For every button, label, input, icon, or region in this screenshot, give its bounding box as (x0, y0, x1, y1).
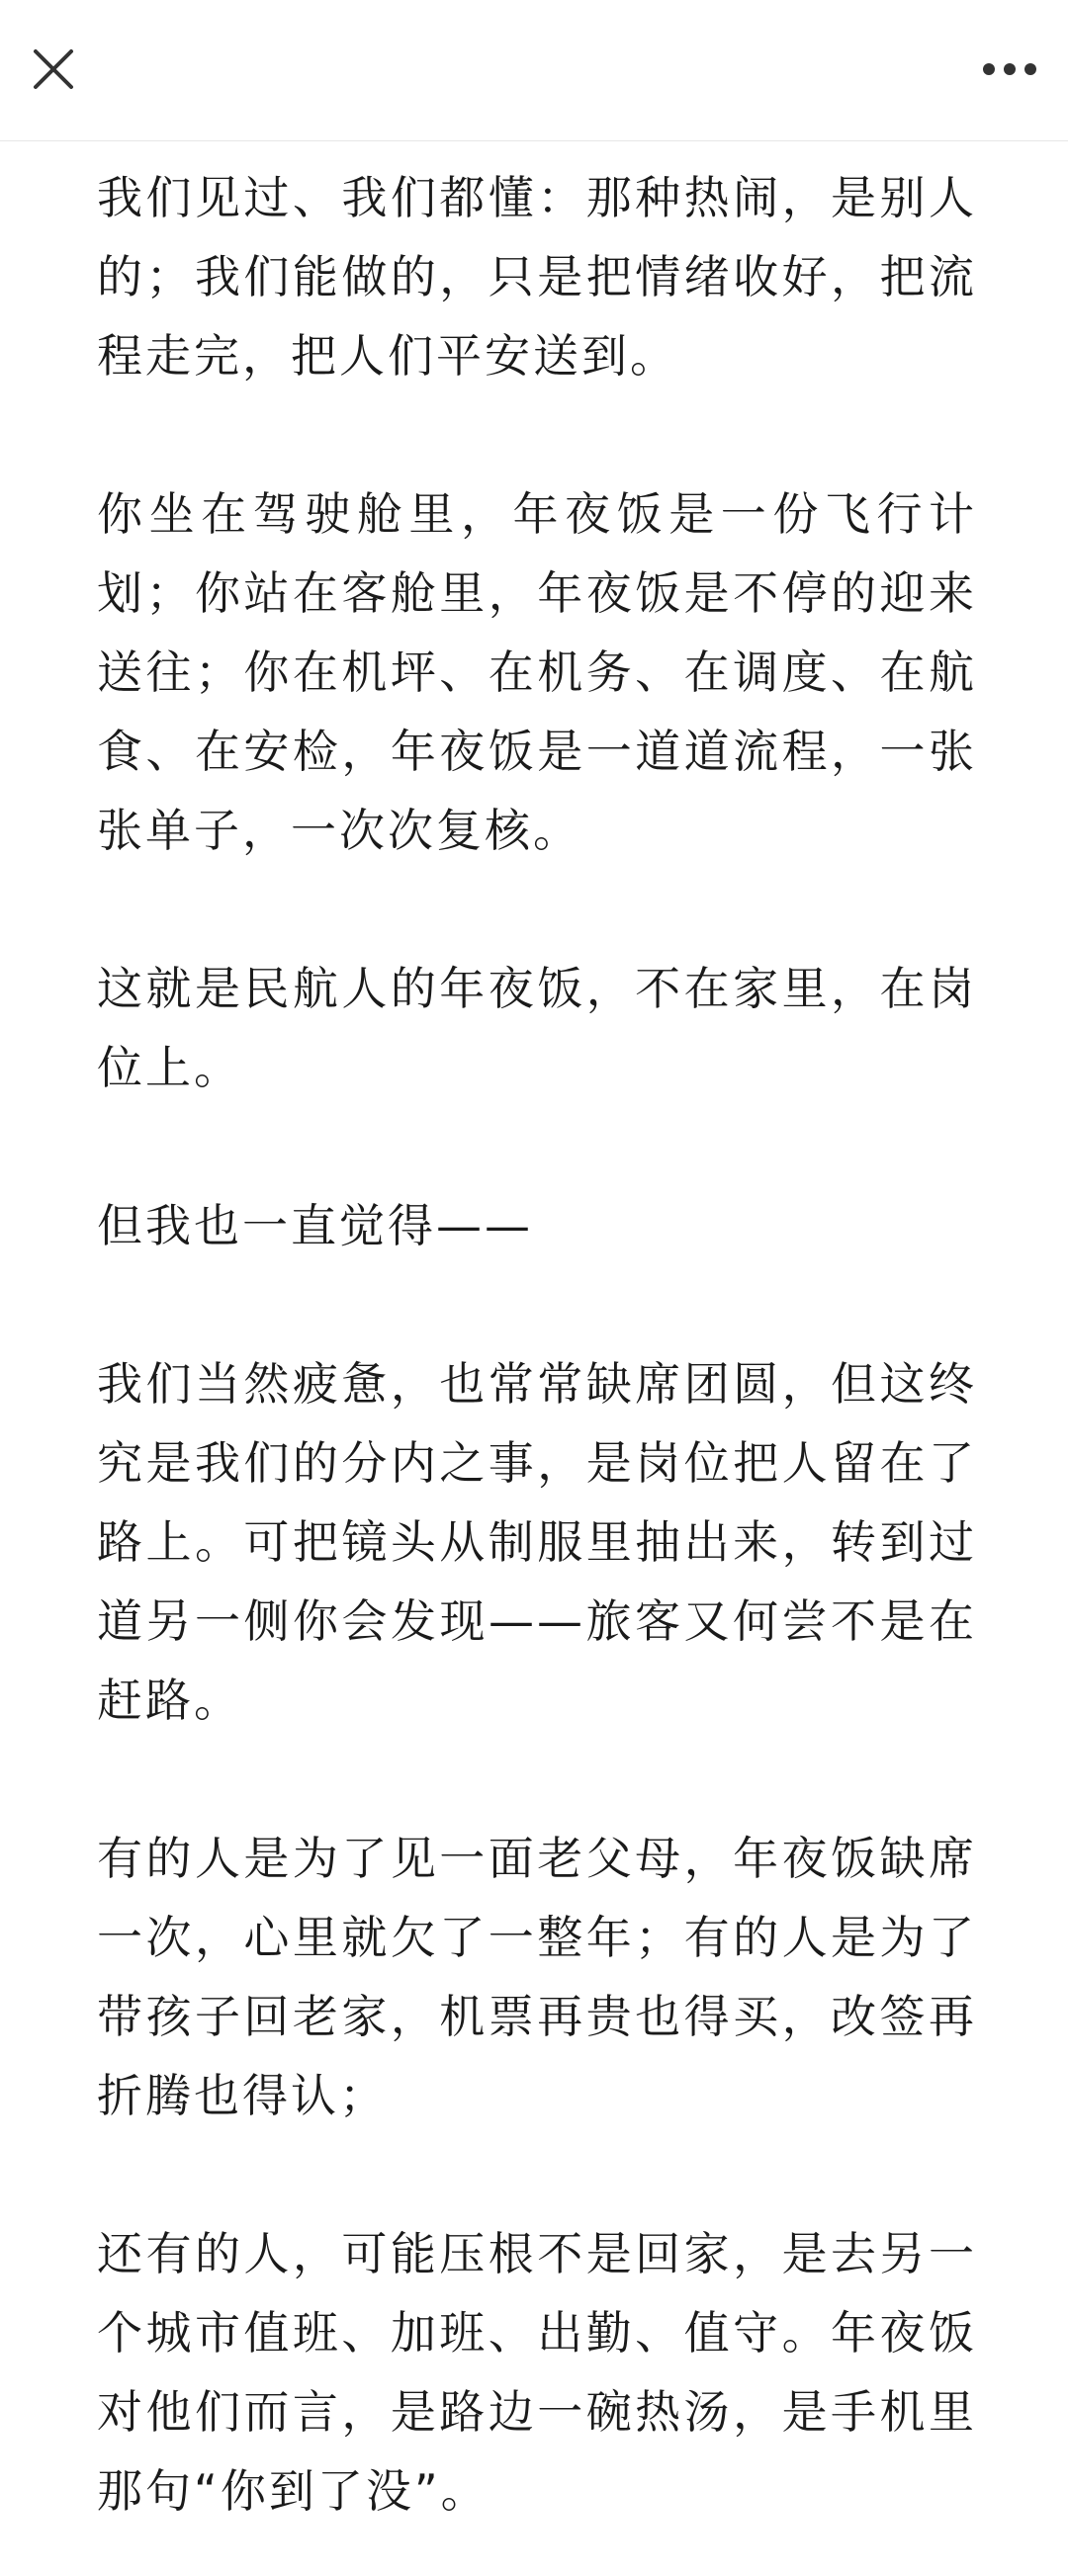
article-paragraph-4: 但我也一直觉得—— (97, 1199, 533, 1252)
article-paragraph-1: 我们见过、我们都懂：那种热闹，是别人的；我们能做的，只是把情绪收好，把流程走完，把人们平安送到。 (97, 171, 977, 383)
close-button[interactable] (24, 40, 83, 99)
article-body (97, 158, 977, 2531)
article-paragraph-7: 还有的人，可能压根不是回家，是去另一个城市值班、加班、出勤、值守。年夜饭对他们而言，是路边一碗热汤，是手机里那句“你到了没”。 (97, 2227, 977, 2518)
close-icon (32, 47, 75, 91)
more-icon (982, 62, 1037, 76)
more-options-button[interactable] (975, 40, 1044, 99)
article-paragraph-6: 有的人是为了见一面老父母，年夜饭缺席一次，心里就欠了一整年；有的人是为了带孩子回老家，机票再贵也得买，改签再折腾也得认； (97, 1832, 977, 2122)
article-paragraph-5: 我们当然疲惫，也常常缺席团圆，但这终究是我们的分内之事，是岗位把人留在了路上。可把镜头从制服里抽出来，转到过道另一侧你会发现——旅客又何尝不是在赶路。 (97, 1357, 977, 1727)
top-bar (0, 0, 1068, 141)
article-paragraph-3: 这就是民航人的年夜饭，不在家里，在岗位上。 (97, 962, 977, 1094)
article-paragraph-2: 你坐在驾驶舱里，年夜饭是一份飞行计划；你站在客舱里，年夜饭是不停的迎来送往；你在机坪、在机务、在调度、在航食、在安检，年夜饭是一道道流程，一张张单子，一次次复核。 (97, 487, 977, 857)
